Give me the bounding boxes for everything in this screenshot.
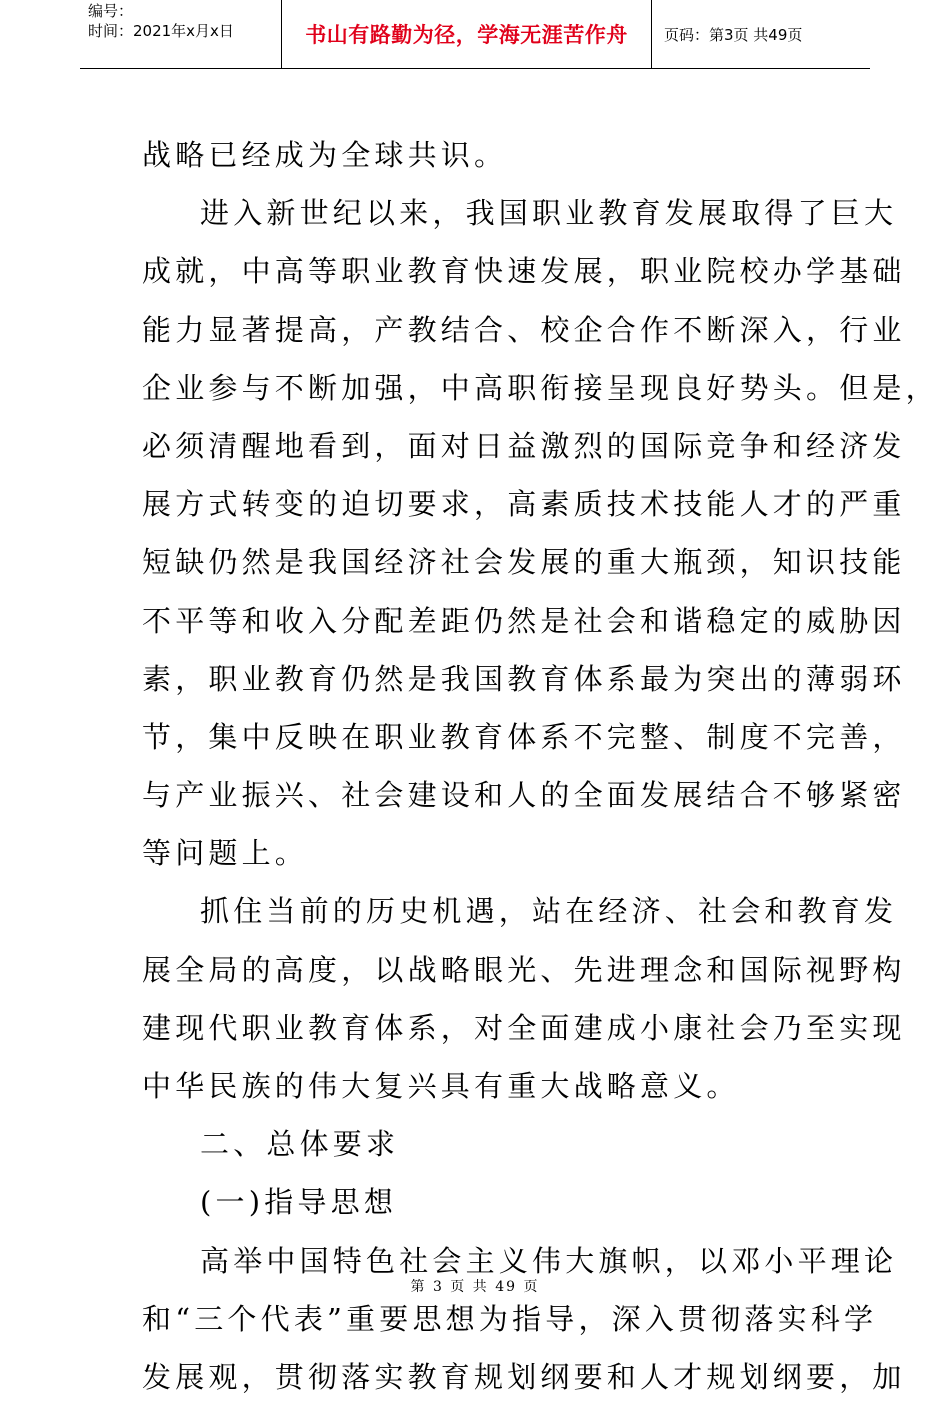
page-header: [80, 0, 870, 69]
text-line: 高举中国特色社会主义伟大旗帜，以邓小平理论: [200, 1243, 898, 1278]
subsection-heading: (一)指导思想: [200, 1185, 398, 1220]
header-motto: 书山有路勤为径，学海无涯苦作舟: [305, 23, 628, 47]
text-line: 进入新世纪以来，我国职业教育发展取得了巨大: [200, 196, 898, 231]
text-line: 建现代职业教育体系，对全面建成小康社会乃至实现: [142, 1010, 906, 1045]
text-line: 和“三个代表”重要思想为指导，深入贯彻落实科学: [142, 1301, 878, 1336]
text-line: 展方式转变的迫切要求，高素质技术技能人才的严重: [142, 487, 906, 522]
text-line: 必须清醒地看到，面对日益激烈的国际竞争和经济发: [142, 428, 906, 463]
text-line: 抓住当前的历史机遇，站在经济、社会和教育发: [200, 894, 898, 929]
text-line: 中华民族的伟大复兴具有重大战略意义。: [142, 1069, 740, 1103]
document-time-label: 时间：2021年x月x日: [88, 22, 234, 40]
text-line: 展全局的高度，以战略眼光、先进理念和国际视野构: [142, 952, 906, 987]
header-motto-cell: [282, 0, 652, 68]
header-meta-cell: [80, 0, 282, 68]
text-line: 短缺仍然是我国经济社会发展的重大瓶颈，知识技能: [142, 545, 906, 580]
text-line: 成就，中高等职业教育快速发展，职业院校办学基础: [142, 254, 906, 289]
text-line: 能力显著提高，产教结合、校企合作不断深入，行业: [142, 312, 906, 347]
text-line: 发展观，贯彻落实教育规划纲要和人才规划纲要，加: [142, 1359, 906, 1394]
header-page-cell: [652, 0, 870, 68]
text-line: 企业参与不断加强，中高职衔接呈现良好势头。但是，: [142, 370, 939, 405]
document-number-label: 编号：: [88, 2, 134, 20]
page-footer: 第 3 页 共 49 页: [410, 1279, 540, 1295]
text-line: 节，集中反映在职业教育体系不完整、制度不完善，: [142, 719, 906, 754]
text-line: 不平等和收入分配差距仍然是社会和谐稳定的威胁因: [142, 603, 906, 638]
text-line: 素，职业教育仍然是我国教育体系最为突出的薄弱环: [142, 661, 906, 696]
text-line: 与产业振兴、社会建设和人的全面发展结合不够紧密: [142, 778, 906, 813]
section-heading: 二、总体要求: [200, 1127, 400, 1162]
text-line: 战略已经成为全球共识。: [142, 138, 508, 172]
text-line: 等问题上。: [142, 836, 309, 871]
document-body: [142, 126, 939, 1406]
header-page-info: 页码：第3页 共49页: [664, 26, 803, 44]
